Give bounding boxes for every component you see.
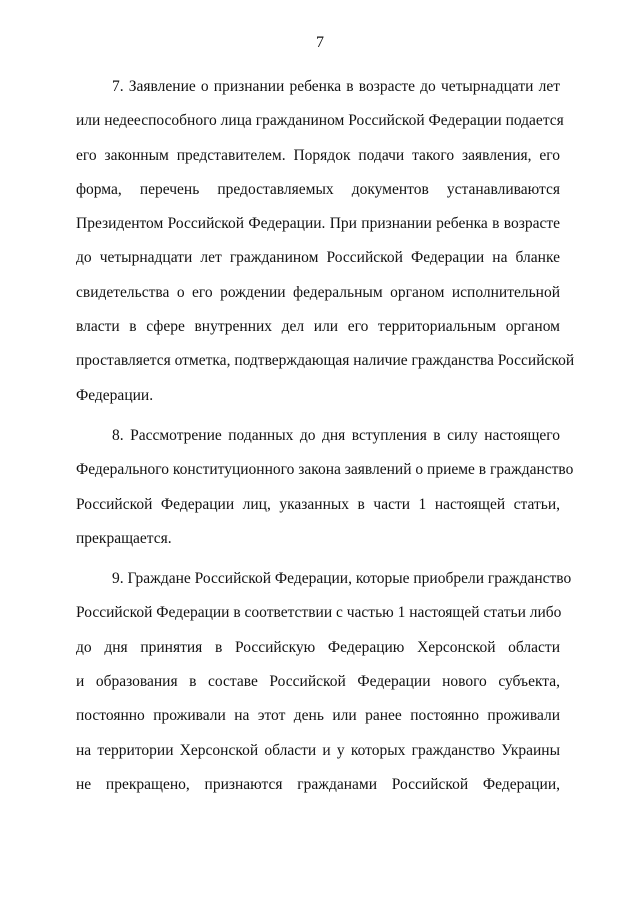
text-line: проставляется отметка, подтверждающая наличие гражданства Российской: [76, 352, 575, 370]
text-line: постоянно проживали на этот день или ранее постоянно проживали: [76, 707, 560, 725]
text-line: 8. Рассмотрение поданных до дня вступления в силу настоящего: [112, 426, 560, 444]
text-line: Российской Федерации в соответствии с частью 1 настоящей статьи либо: [76, 604, 562, 622]
text-line: 7. Заявление о признании ребенка в возрасте до четырнадцати лет: [112, 78, 560, 95]
text-line: свидетельства о его рождении федеральным органом исполнительной: [76, 283, 560, 301]
text-line: 9. Граждане Российской Федерации, которые приобрели гражданство: [112, 570, 572, 588]
text-line: до четырнадцати лет гражданином Российской Федерации на бланке: [76, 249, 560, 267]
text-line: Российской Федерации лиц, указанных в части 1 настоящей статьи,: [76, 495, 560, 513]
text-line: его законным представителем. Порядок подачи такого заявления, его: [76, 146, 560, 164]
text-line: до дня принятия в Российскую Федерацию Херсонской области: [76, 638, 560, 656]
text-line: или недееспособного лица гражданином Российской Федерации подается: [76, 112, 564, 130]
document-body: [76, 70, 575, 808]
paragraph-9: [76, 562, 572, 802]
text-line: Федерального конституционного закона заявлений о приеме в гражданство: [76, 461, 574, 479]
text-line: не прекращено, признаются гражданами Российской Федерации,: [76, 775, 560, 793]
text-line: на территории Херсонской области и у которых гражданство Украины: [76, 741, 560, 759]
text-line: форма, перечень предоставляемых документов устанавливаются: [76, 180, 560, 198]
page-number: 7: [316, 34, 324, 51]
text-line: и образования в составе Российской Федерации нового субъекта,: [76, 673, 560, 691]
text-line: прекращается.: [76, 529, 172, 547]
text-line: власти в сфере внутренних дел или его территориальным органом: [76, 318, 560, 336]
text-line: Президентом Российской Федерации. При признании ребенка в возрасте: [76, 215, 560, 233]
paragraph-7: [76, 70, 575, 413]
text-line: Федерации.: [76, 386, 154, 404]
paragraph-8: [76, 419, 574, 556]
